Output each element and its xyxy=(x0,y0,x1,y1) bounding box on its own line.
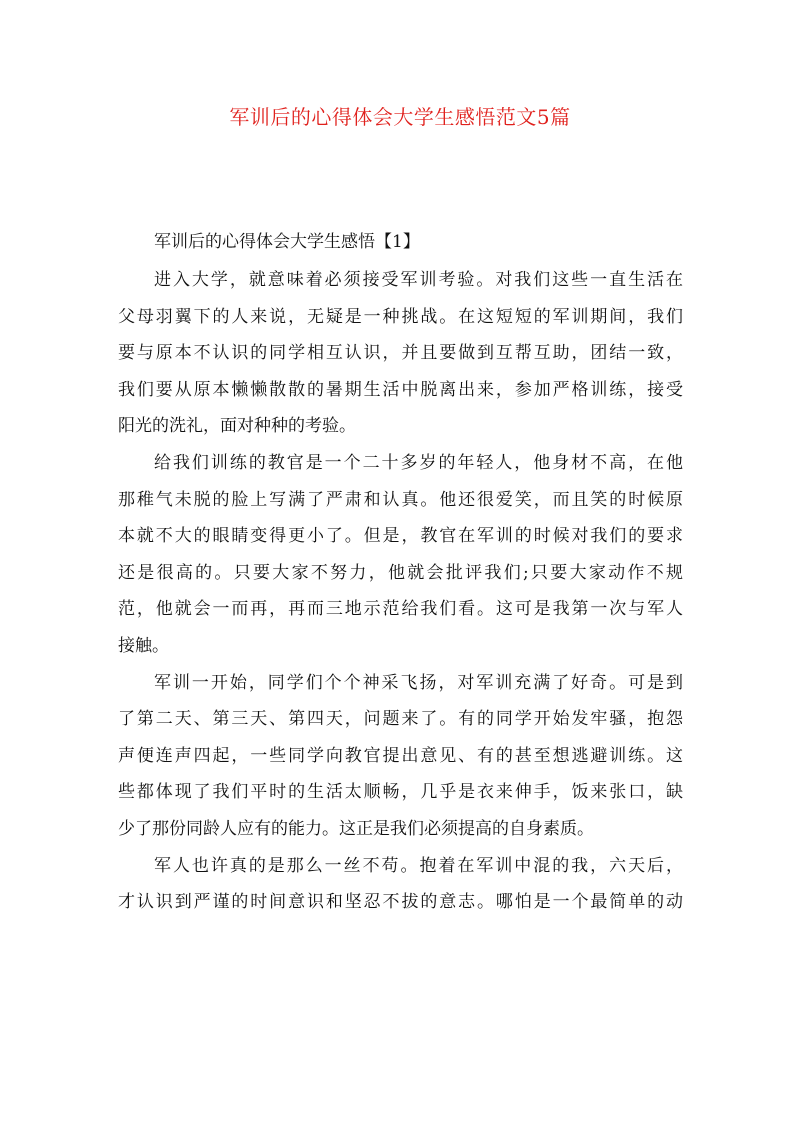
paragraph-line: 进入大学，就意味着必须接受军训考验。对我们这些一直生活在 xyxy=(154,270,683,290)
paragraph-line: 我们要从原本懒懒散散的暑期生活中脱离出来，参加严格训练，接受 xyxy=(118,379,683,400)
paragraph-line: 阳光的洗礼，面对种种的考验。 xyxy=(118,416,356,437)
paragraph-line: 那稚气未脱的脸上写满了严肃和认真。他还很爱笑，而且笑的时候原 xyxy=(118,489,683,510)
paragraph-line: 还是很高的。只要大家不努力，他就会批评我们;只要大家动作不规 xyxy=(118,562,683,583)
paragraph-line: 军人也许真的是那么一丝不苟。抱着在军训中混的我，六天后， xyxy=(154,855,683,876)
paragraph-line: 才认识到严谨的时间意识和坚忍不拔的意志。哪怕是一个最简单的动 xyxy=(118,892,683,913)
paragraph-line: 范，他就会一而再，再而三地示范给我们看。这可是我第一次与军人 xyxy=(118,599,683,620)
document-title: 军训后的心得体会大学生感悟范文5篇 xyxy=(229,105,571,129)
paragraph-4 xyxy=(118,848,683,921)
paragraph-line: 接触。 xyxy=(118,635,169,656)
document-body xyxy=(118,227,683,921)
paragraph-line: 要与原本不认识的同学相互认识，并且要做到互帮互助，团结一致， xyxy=(118,343,683,364)
paragraph-line: 父母羽翼下的人来说，无疑是一种挑战。在这短短的军训期间，我们 xyxy=(118,306,683,327)
paragraph-line: 本就不大的眼睛变得更小了。但是，教官在军训的时候对我们的要求 xyxy=(118,526,683,547)
paragraph-1 xyxy=(118,262,683,445)
paragraph-line: 军训一开始，同学们个个神采飞扬，对军训充满了好奇。可是到 xyxy=(154,672,683,693)
paragraph-line: 了第二天、第三天、第四天，问题来了。有的同学开始发牢骚，抱怨 xyxy=(118,709,683,730)
paragraph-2 xyxy=(118,445,683,665)
section-heading: 军训后的心得体会大学生感悟【1】 xyxy=(154,232,420,252)
paragraph-3 xyxy=(118,665,683,848)
paragraph-line: 些都体现了我们平时的生活太顺畅，几乎是衣来伸手，饭来张口，缺 xyxy=(118,782,683,803)
paragraph-line: 少了那份同龄人应有的能力。这正是我们必须提高的自身素质。 xyxy=(118,818,594,839)
paragraph-line: 给我们训练的教官是一个二十多岁的年轻人，他身材不高，在他 xyxy=(154,452,683,473)
paragraph-line: 声便连声四起，一些同学向教官提出意见、有的甚至想逃避训练。这 xyxy=(118,745,683,766)
